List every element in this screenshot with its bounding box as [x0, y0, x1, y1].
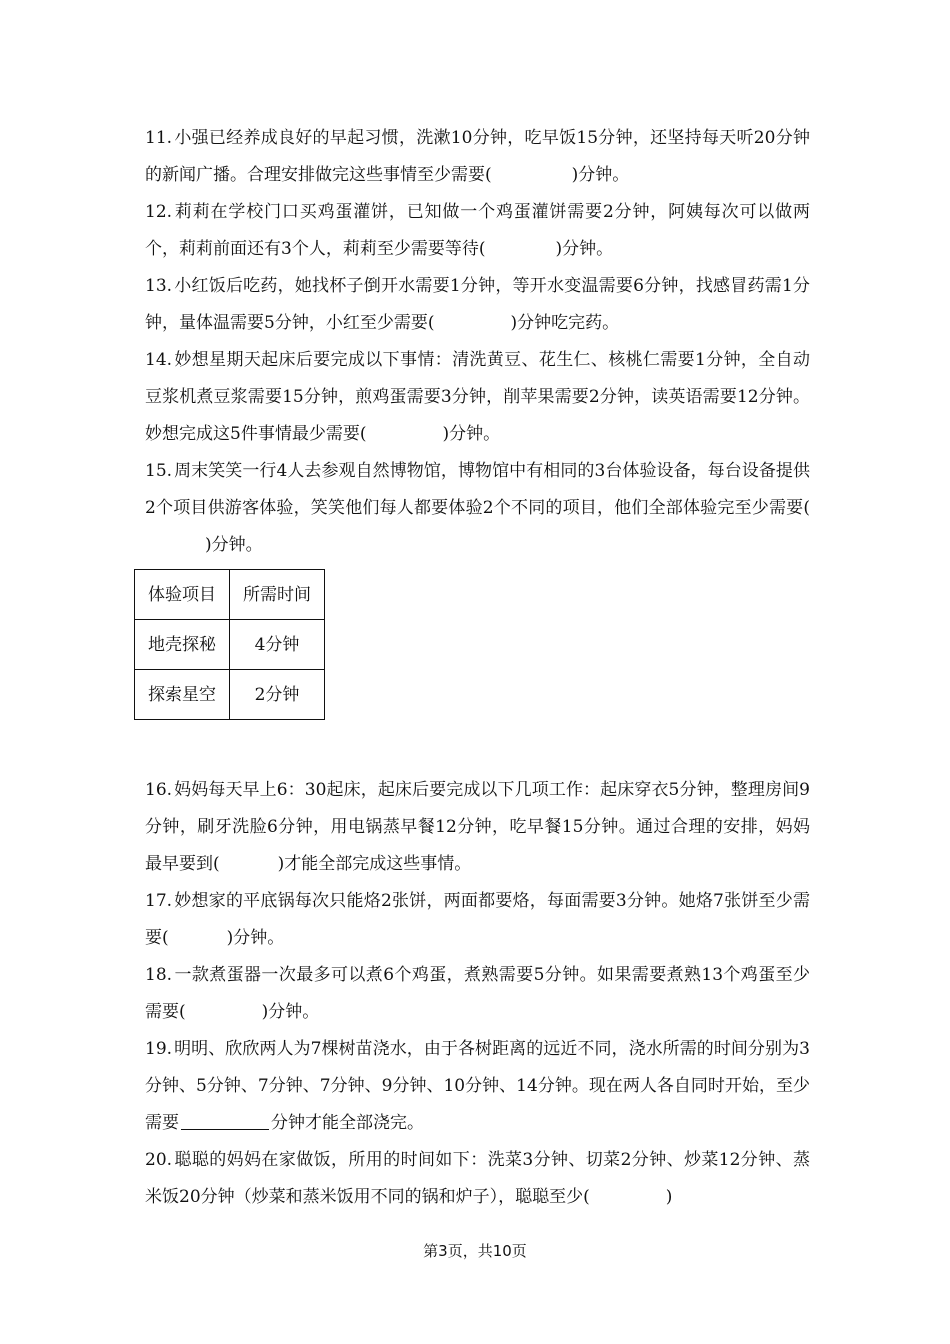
table-cell: 4分钟 — [230, 620, 325, 670]
spacer — [145, 720, 810, 772]
question-12: 12. 莉莉在学校门口买鸡蛋灌饼，已知做一个鸡蛋灌饼需要2分钟，阿姨每次可以做两个，莉莉前面还有3个人，莉莉至少需要等待( )分钟。 — [145, 202, 810, 259]
question-20: 20. 聪聪的妈妈在家做饭，所用的时间如下：洗菜3分钟、切菜2分钟、炒菜12分钟、蒸米饭20分钟（炒菜和蒸米饭用不同的锅和炉子），聪聪至少( ) — [145, 1150, 810, 1207]
question-11: 11. 小强已经养成良好的早起习惯，洗漱10分钟，吃早饭15分钟，还坚持每天听20分钟的新闻广播。合理安排做完这些事情至少需要( )分钟。 — [145, 128, 810, 185]
question-14: 14. 妙想星期天起床后要完成以下事情：清洗黄豆、花生仁、核桃仁需要1分钟，全自动豆浆机煮豆浆需要15分钟，煎鸡蛋需要3分钟，削苹果需要2分钟，读英语需要12分钟。妙想完成这5件事情最少需要( )分钟。 — [145, 350, 810, 444]
answer-blank — [181, 1111, 269, 1130]
table-row — [135, 620, 325, 670]
question-18: 18. 一款煮蛋器一次最多可以煮6个鸡蛋，煮熟需要5分钟。如果需要煮熟13个鸡蛋至少需要( )分钟。 — [145, 965, 810, 1022]
table-cell: 探索星空 — [135, 670, 230, 720]
table-header-cell: 体验项目 — [135, 570, 230, 620]
question-15: 15. 周末笑笑一行4人去参观自然博物馆，博物馆中有相同的3台体验设备，每台设备提供2个项目供游客体验，笑笑他们每人都要体验2个不同的项目，他们全部体验完至少需要()分钟。 — [145, 461, 810, 555]
experience-table — [134, 569, 325, 720]
question-19: 19. 明明、欣欣两人为7棵树苗浇水，由于各树距离的远近不同，浇水所需的时间分别为3分钟、5分钟、7分钟、7分钟、9分钟、10分钟、14分钟。现在两人各自同时开始，至少需要 分钟才能全部浇完。 — [145, 1039, 810, 1133]
table-cell: 地壳探秘 — [135, 620, 230, 670]
table-row — [135, 670, 325, 720]
page-footer: 第3页，共10页 — [423, 1242, 527, 1260]
question-13: 13. 小红饭后吃药，她找杯子倒开水需要1分钟，等开水变温需要6分钟，找感冒药需1分钟，量体温需要5分钟，小红至少需要( )分钟吃完药。 — [145, 276, 810, 333]
table-header-cell: 所需时间 — [230, 570, 325, 620]
question-list — [145, 120, 810, 1216]
question-16: 16. 妈妈每天早上6：30起床，起床后要完成以下几项工作：起床穿衣5分钟，整理房间9分钟，刷牙洗脸6分钟，用电锅蒸早餐12分钟，吃早餐15分钟。通过合理的安排，妈妈最早要到( )才能全部完成这些事情。 — [145, 780, 810, 874]
question-17: 17. 妙想家的平底锅每次只能烙2张饼，两面都要烙，每面需要3分钟。她烙7张饼至少需要( )分钟。 — [145, 891, 810, 948]
table-cell: 2分钟 — [230, 670, 325, 720]
table-header-row — [135, 570, 325, 620]
